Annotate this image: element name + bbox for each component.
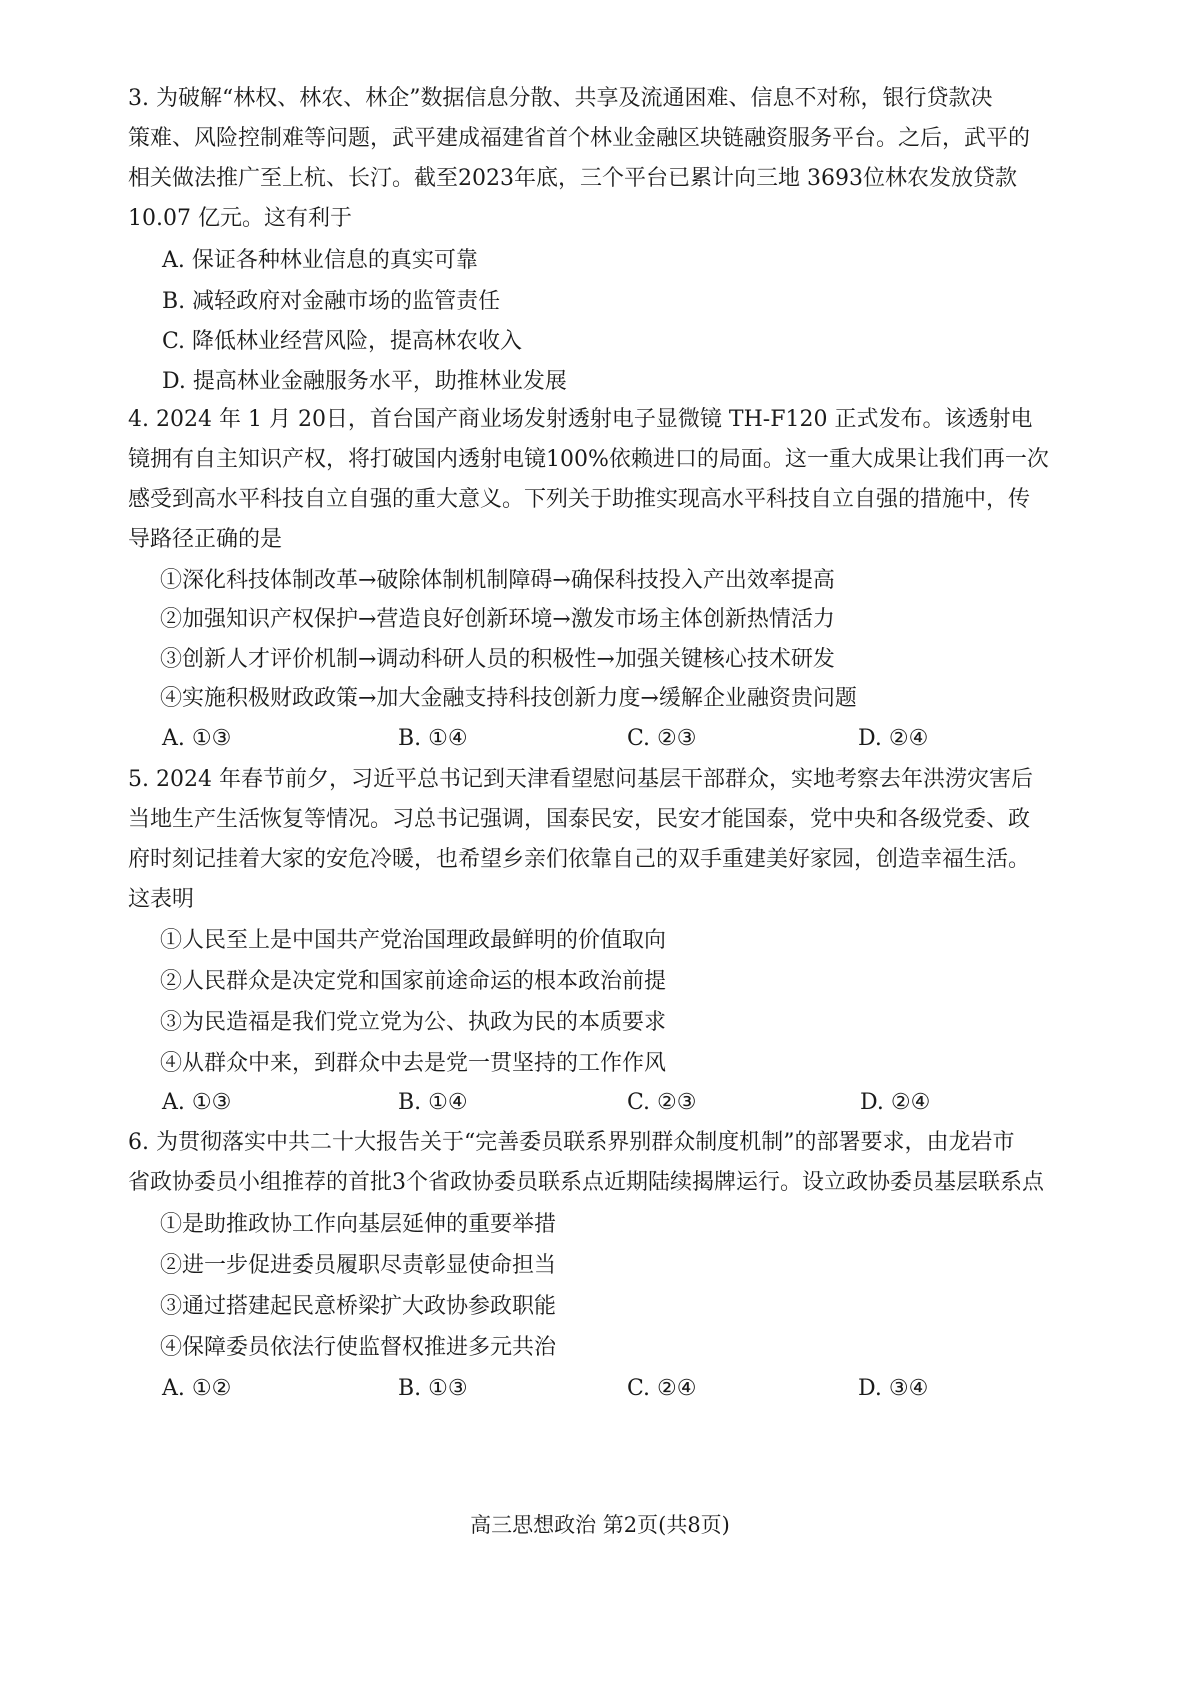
q5-statement-2: ②人民群众是决定党和国家前途命运的根本政治前提 (160, 969, 667, 994)
q4-choice-a: A. ①③ (162, 726, 232, 751)
q3-stem-line-4: 10.07 亿元。这有利于 (128, 206, 352, 231)
q6-choice-c: C. ②④ (627, 1376, 697, 1401)
q5-choice-d: D. ②④ (860, 1090, 931, 1115)
q3-option-c: C. 降低林业经营风险，提高林农收入 (162, 329, 523, 354)
q6-stem-line-2: 省政协委员小组推荐的首批3个省政协委员联系点近期陆续揭牌运行。设立政协委员基层联系点 (128, 1170, 1045, 1195)
q5-choice-b: B. ①④ (398, 1090, 468, 1115)
q5-stem-line-2: 当地生产生活恢复等情况。习总书记强调，国泰民安，民安才能国泰，党中央和各级党委、政 (128, 807, 1031, 832)
q4-stem-line-4: 导路径正确的是 (128, 527, 283, 552)
q4-stem-line-3: 感受到高水平科技自立自强的重大意义。下列关于助推实现高水平科技自立自强的措施中，传 (128, 487, 1031, 512)
q5-stem-line-4: 这表明 (128, 887, 195, 912)
q4-statement-1: ①深化科技体制改革→破除体制机制障碍→确保科技投入产出效率提高 (160, 568, 835, 593)
q4-statement-2: ②加强知识产权保护→营造良好创新环境→激发市场主体创新热情活力 (160, 607, 835, 632)
q4-stem-line-1: 4. 2024 年 1 月 20日，首台国产商业场发射透射电子显微镜 TH-F120 正式发布。该透射电 (128, 407, 1033, 432)
q4-statement-4: ④实施积极财政政策→加大金融支持科技创新力度→缓解企业融资贵问题 (160, 686, 857, 711)
q6-statement-3: ③通过搭建起民意桥梁扩大政协参政职能 (160, 1294, 557, 1319)
q4-choice-c: C. ②③ (627, 726, 697, 751)
q5-stem-line-3: 府时刻记挂着大家的安危冷暖，也希望乡亲们依靠自己的双手重建美好家园，创造幸福生活。 (128, 847, 1031, 872)
q6-statement-1: ①是助推政协工作向基层延伸的重要举措 (160, 1212, 557, 1237)
q3-option-a: A. 保证各种林业信息的真实可靠 (162, 248, 478, 273)
q6-choice-b: B. ①③ (398, 1376, 468, 1401)
q3-stem-line-3: 相关做法推广至上杭、长汀。截至2023年底，三个平台已累计向三地 3693位林农发放贷款 (128, 166, 1017, 191)
page-footer: 高三思想政治 第2页(共8页) (470, 1513, 730, 1537)
q3-option-d: D. 提高林业金融服务水平，助推林业发展 (162, 369, 567, 394)
q6-statement-2: ②进一步促进委员履职尽责彰显使命担当 (160, 1253, 557, 1278)
q6-choice-d: D. ③④ (858, 1376, 929, 1401)
q5-stem-line-1: 5. 2024 年春节前夕，习近平总书记到天津看望慰问基层干部群众，实地考察去年洪涝灾害后 (128, 767, 1033, 792)
q3-option-b: B. 减轻政府对金融市场的监管责任 (162, 289, 501, 314)
q5-choice-a: A. ①③ (162, 1090, 232, 1115)
q4-statement-3: ③创新人才评价机制→调动科研人员的积极性→加强关键核心技术研发 (160, 647, 835, 672)
q6-choice-a: A. ①② (162, 1376, 232, 1401)
q4-choice-b: B. ①④ (398, 726, 468, 751)
q5-choice-c: C. ②③ (627, 1090, 697, 1115)
q4-choice-d: D. ②④ (858, 726, 929, 751)
q3-stem-line-1: 3. 为破解“林权、林农、林企”数据信息分散、共享及流通困难、信息不对称，银行贷款决 (128, 86, 993, 111)
q5-statement-3: ③为民造福是我们党立党为公、执政为民的本质要求 (160, 1010, 667, 1035)
q6-stem-line-1: 6. 为贯彻落实中共二十大报告关于“完善委员联系界别群众制度机制”的部署要求，由龙岩市 (128, 1130, 1015, 1155)
q4-stem-line-2: 镜拥有自主知识产权，将打破国内透射电镜100%依赖进口的局面。这一重大成果让我们再一次 (128, 447, 1049, 472)
q6-statement-4: ④保障委员依法行使监督权推进多元共治 (160, 1335, 557, 1360)
q5-statement-1: ①人民至上是中国共产党治国理政最鲜明的价值取向 (160, 928, 667, 953)
q3-stem-line-2: 策难、风险控制难等问题，武平建成福建省首个林业金融区块链融资服务平台。之后，武平的 (128, 126, 1031, 151)
q5-statement-4: ④从群众中来，到群众中去是党一贯坚持的工作作风 (160, 1051, 667, 1076)
